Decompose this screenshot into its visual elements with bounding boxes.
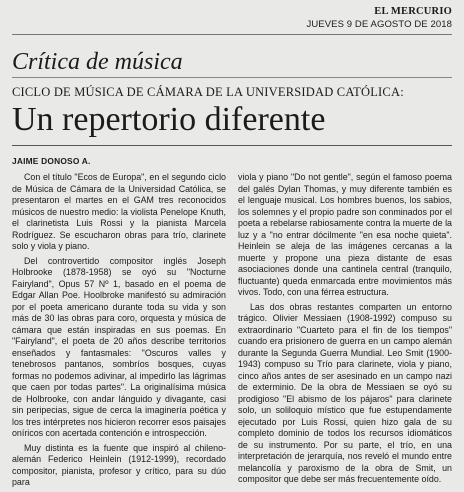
section-title: Crítica de música	[12, 49, 183, 75]
headline-rule	[12, 145, 452, 146]
column-left	[12, 172, 226, 492]
issue-date: JUEVES 9 DE AGOSTO DE 2018	[306, 19, 452, 30]
newspaper-name: EL MERCURIO	[374, 6, 452, 17]
paragraph: viola y piano "Do not gentle", según el famoso poema del galés Dylan Thomas, y muy diferente también es el lenguaje musical. Los hombres buenos, los sabios, los solemnes y el propio padre son conminados por el poeta a rebelarse rabiosamente contra la muerte de la luz y a "no entrar dócilmente "en esa noche quieta". Heinlein se aleja de las imágenes cercanas a la muerte y propone una pieza distante de esas asociaciones donde una cantinela central (tranquilo, fluctuante) queda enmarcada entre movimientos más vivos. Todo, con una férrea estructura.	[238, 172, 452, 297]
article-title: Un repertorio diferente	[12, 101, 326, 138]
paragraph: Muy distinta es la fuente que inspiró al chileno-alemán Federico Heinlein (1912-1999), recordado compositor, pianista, profesor y crítico, para su dúo para	[12, 442, 226, 487]
section-header	[12, 47, 452, 78]
article-kicker: CICLO DE MÚSICA DE CÁMARA DE LA UNIVERSIDAD CATÓLICA:	[12, 85, 404, 99]
article-body	[12, 172, 452, 492]
column-right	[238, 172, 452, 492]
paragraph: Las dos obras restantes comparten un entorno trágico. Olivier Messiaen (1908-1992) compuso su extraordinario "Cuarteto para el fin de los tiempos" cuando era prisionero de guerra en un campo alemán durante la Segunda Guerra Mundial. Leo Smit (1900-1943) compuso su Trío para clarinete, viola y piano, cinco años antes de ser asesinado en un campo nazi de exterminio. De la obra de Messiaen se oyó su prodigioso "El abismo de los pájaros" para clarinete solo, un soliloquio místico que fue estupendamente ejecutado por Luis Rossi, quien hizo gala de su completo dominio de todos los recursos idiomáticos de su instrumento. Por su parte, el trío, en una interpretación de jerarquía, nos reveló el mundo entre melancolía y paroxismo de la obra de Smit, un compositor que debe ser más frecuentemente oído.	[238, 301, 452, 484]
byline: JAIME DONOSO A.	[12, 156, 91, 166]
paragraph: Con el título "Ecos de Europa", en el segundo ciclo de Música de Cámara de la Universidad Católica, se presentaron el martes en el GAM tres reconocidos músicos de nuestro medio: la violista Penelope Knuth, el clarinetista Luis Rossi y la pianista Marcela Rodríguez. Se escucharon obras para trío, clarinete solo y viola y piano.	[12, 172, 226, 251]
masthead	[12, 6, 452, 35]
paragraph: Del controvertido compositor inglés Joseph Holbrooke (1878-1958) se oyó su "Nocturne Fairyland", Opus 57 Nº 1, basado en el poema de Edgar Allan Poe. Hoolbroke manifestó su admiración por el poeta americano durante toda su vida y son más de 30 las obras para coro, orquesta y música de cámara que están inspiradas en sus poemas. En "Fairyland", el poeta de 20 años describe territorios enseñados y fantasmales: "Oscuros valles y tenebrosos pantanos, sombríos bosques, cuyas formas no podemos adivinar, al impedirlo las lágrimas que caen por todas partes". La originalísima música de Holbrooke, con andar lánguido y divagante, casi sin peripecias, sigue de cerca la imaginería poética y los tres intérpretes nos hicieron recorrer esos paisajes oníricos con acertada contención e introspección.	[12, 255, 226, 438]
